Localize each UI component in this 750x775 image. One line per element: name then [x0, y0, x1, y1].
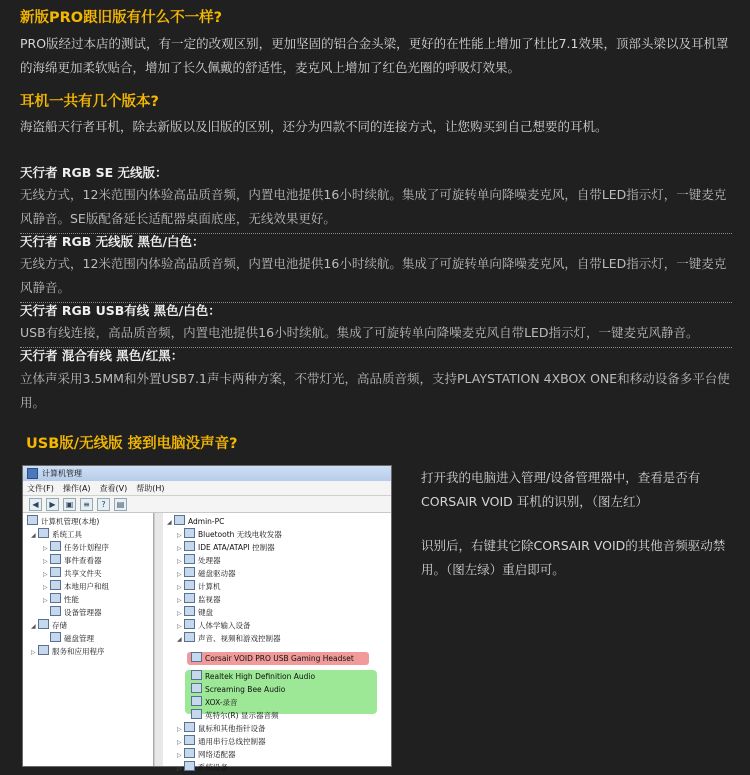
section-text-versions: 海盗船天行者耳机，除去新版以及旧版的区别，还分为四款不同的连接方式，让您购买到自己想要的耳机。: [20, 119, 608, 134]
device-node: ▷ 鼠标和其他指针设备: [177, 724, 266, 733]
menu-help: 帮助(H): [136, 483, 165, 493]
device-node: ◢ 声音、视频和游戏控制器: [177, 634, 281, 643]
tools-icon: [38, 528, 49, 538]
forward-icon: ▶: [46, 498, 59, 511]
tree-node: ▷ 共享文件夹: [43, 569, 102, 578]
device-node: Realtek High Definition Audio: [191, 670, 315, 683]
device-node: ▷ 处理器: [177, 556, 221, 565]
version-title-rgb-se: 天行者 RGB SE 无线版：: [20, 165, 168, 180]
services-icon: [38, 645, 49, 655]
device-node: XOX-录音: [191, 696, 238, 709]
menu-file: 文件(F): [27, 483, 54, 493]
version-desc-rgb-usb: USB有线连接，高品质音频，内置电池提供16小时续航。集成了可旋转单向降噪麦克风自带LED指示灯，一键麦克风静音。: [20, 321, 732, 348]
section-heading-versions: 耳机一共有几个版本?: [20, 94, 159, 110]
tree-node: 磁盘管理: [50, 632, 94, 645]
section-text-differences: PRO版经过本店的测试，有一定的改观区别，更加坚固的铝合金头梁，更好的在性能上增加了杜比7.1效果，顶部头梁以及耳机罩的海绵更加柔软贴合，增加了长久佩戴的舒适性，麦克风上增加了红色光圈的呼吸灯效果。: [20, 36, 729, 75]
tree-node: ▷ 任务计划程序: [43, 543, 109, 552]
users-icon: [50, 580, 61, 590]
section-heading-differences: 新版PRO跟旧版有什么不一样?: [20, 10, 223, 26]
computer-icon: [27, 515, 38, 525]
left-tree-pane: [23, 513, 154, 766]
device-node: ▷ 磁盘驱动器: [177, 569, 236, 578]
share-icon: [50, 567, 61, 577]
ide-icon: [184, 541, 195, 551]
device-node: ▷ 监视器: [177, 595, 221, 604]
toolbar: [23, 496, 391, 513]
version-desc-hybrid: 立体声采用3.5MM和外置USB7.1声卡两种方案，不带灯光，高品质音频，支持PLAYSTATION 4XBOX ONE和移动设备多平台使用。: [20, 371, 730, 410]
event-icon: [50, 554, 61, 564]
folder-icon: ▣: [63, 498, 76, 511]
computer-management-screenshot: [22, 465, 392, 772]
pc-icon: [174, 515, 185, 525]
section-heading-no-sound: USB版/无线版 接到电脑没声音?: [26, 436, 238, 452]
usb-icon: [184, 735, 195, 745]
window-titlebar: [23, 466, 391, 481]
menu-bar: [23, 481, 391, 496]
hid-icon: [184, 619, 195, 629]
device-node: ▷ 通用串行总线控制器: [177, 737, 266, 746]
tree-node: ▷ 服务和应用程序: [31, 647, 105, 656]
back-icon: ◀: [29, 498, 42, 511]
device-node: ▷ IDE ATA/ATAPI 控制器: [177, 543, 275, 552]
menu-view: 查看(V): [99, 483, 128, 493]
device-node: ▷ 系统设备: [177, 763, 228, 772]
version-title-rgb-wireless: 天行者 RGB 无线版 黑色/白色：: [20, 234, 205, 249]
tree-node: 计算机管理(本地): [27, 515, 99, 528]
monitor-icon: [184, 593, 195, 603]
device-node: ◢ Admin-PC: [167, 517, 225, 526]
menu-action: 操作(A): [62, 483, 91, 493]
audio-device-icon: [191, 683, 202, 693]
help-icon: ?: [97, 498, 110, 511]
computer-management-icon: [27, 468, 38, 479]
properties-icon: ▤: [114, 498, 127, 511]
bluetooth-icon: [184, 528, 195, 538]
device-tree-pane: [163, 513, 391, 772]
audio-device-icon: [191, 709, 202, 719]
version-desc-rgb-se: 无线方式，12米范围内体验高品质音频，内置电池提供16小时续航。集成了可旋转单向降噪麦克风，自带LED指示灯，一键麦克风静音。SE版配备延长适配器桌面底座，无线效果更好。: [20, 183, 732, 234]
device-node-corsair: Corsair VOID PRO USB Gaming Headset: [191, 652, 354, 665]
task-icon: [50, 541, 61, 551]
audio-device-icon: [191, 670, 202, 680]
sound-icon: [184, 632, 195, 642]
tree-node: ▷ 本地用户和组: [43, 582, 109, 591]
device-node: 英特尔(R) 显示器音频: [191, 709, 278, 722]
disk-icon: [50, 632, 61, 642]
device-node: Screaming Bee Audio: [191, 683, 285, 696]
disk-drive-icon: [184, 567, 195, 577]
audio-device-icon: [191, 696, 202, 706]
tree-node: ◢ 系统工具: [31, 530, 82, 539]
mouse-icon: [184, 722, 195, 732]
storage-icon: [38, 619, 49, 629]
system-icon: [184, 761, 195, 771]
version-title-hybrid: 天行者 混合有线 黑色/红黑：: [20, 348, 184, 363]
tree-node: 设备管理器: [50, 606, 102, 619]
keyboard-icon: [184, 606, 195, 616]
version-desc-rgb-wireless: 无线方式，12米范围内体验高品质音频，内置电池提供16小时续航。集成了可旋转单向降噪麦克风，自带LED指示灯，一键麦克风静音。: [20, 252, 732, 303]
network-icon: [184, 748, 195, 758]
instruction-step-1: 打开我的电脑进入管理/设备管理器中，查看是否有CORSAIR VOID 耳机的识别，（图左红）: [421, 470, 701, 509]
list-icon: ≡: [80, 498, 93, 511]
tree-node: ▷ 事件查看器: [43, 556, 102, 565]
audio-device-icon: [191, 652, 202, 662]
cpu-icon: [184, 554, 195, 564]
device-node: ▷ Bluetooth 无线电收发器: [177, 530, 282, 539]
window-title: 计算机管理: [42, 469, 82, 478]
left-pane-scrollbar: [154, 513, 163, 766]
performance-icon: [50, 593, 61, 603]
device-node: ▷ 键盘: [177, 608, 213, 617]
tree-node: ◢ 存储: [31, 621, 67, 630]
tree-node: ▷ 性能: [43, 595, 79, 604]
version-title-rgb-usb: 天行者 RGB USB有线 黑色/白色：: [20, 303, 221, 318]
device-node: ▷ 人体学输入设备: [177, 621, 251, 630]
instruction-step-2: 识别后，右键其它除CORSAIR VOID的其他音频驱动禁用。（图左绿）重启即可。: [421, 538, 726, 577]
computer-icon: [184, 580, 195, 590]
device-manager-icon: [50, 606, 61, 616]
device-node: ▷ 计算机: [177, 582, 221, 591]
device-node: ▷ 网络适配器: [177, 750, 236, 759]
